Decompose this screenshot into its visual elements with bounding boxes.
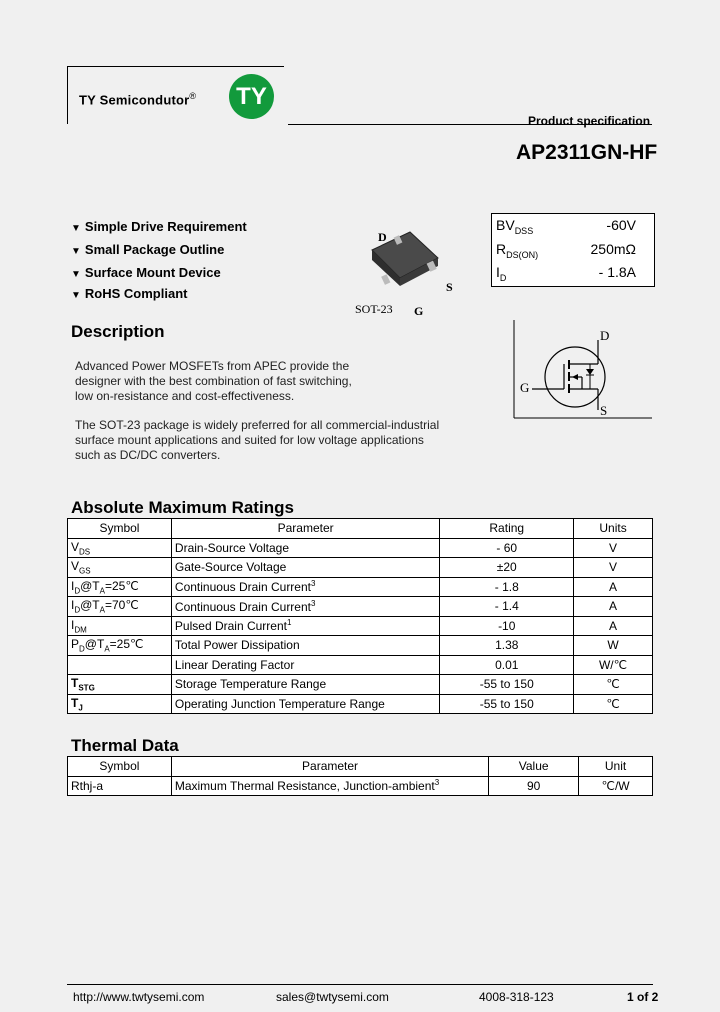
feature-text: Simple Drive Requirement	[84, 219, 247, 234]
rating-cell: ±20	[440, 558, 574, 578]
description-paragraph	[75, 418, 439, 463]
unit-cell: A	[574, 577, 653, 597]
parameter-cell: Drain-Source Voltage	[171, 538, 439, 558]
column-header: Symbol	[68, 519, 172, 539]
spec-symbol: $BV_{DSS}$	[496, 217, 534, 236]
table-row	[68, 577, 653, 597]
parameter-cell: Linear Derating Factor	[171, 655, 439, 675]
symbol-cell: $I_{DM}$	[68, 616, 172, 636]
unit-cell: V	[574, 538, 653, 558]
registered-mark: ®	[189, 91, 197, 101]
rating-cell: -10	[440, 616, 574, 636]
rating-cell: - 60	[440, 538, 574, 558]
symbol-cell: $I_D@T_A=25℃$	[68, 577, 172, 597]
column-header: Parameter	[171, 519, 439, 539]
feature-item	[71, 242, 224, 257]
parameter-cell: Storage Temperature Range	[171, 675, 439, 695]
symbol-cell: $V_{DS}$	[68, 538, 172, 558]
key-specs-box	[491, 213, 655, 287]
column-header: Rating	[440, 519, 574, 539]
gate-label: G	[520, 380, 530, 395]
feature-text: Small Package Outline	[84, 242, 225, 257]
pin-s-label: S	[446, 280, 453, 294]
spec-value: 250mΩ	[590, 241, 636, 257]
parameter-cell: Total Power Dissipation	[171, 636, 439, 656]
text-line: designer with the best combination of fast switching,	[75, 374, 352, 388]
pin-d-label: D	[378, 230, 387, 244]
thermal-table	[67, 756, 653, 796]
symbol-cell	[68, 655, 172, 675]
unit-cell: ℃/W	[579, 776, 653, 796]
unit-cell: V	[574, 558, 653, 578]
drain-label: D	[600, 328, 610, 343]
source-label: S	[600, 403, 608, 418]
unit-cell: ℃	[574, 694, 653, 714]
logo-text: TY	[236, 83, 267, 110]
footer-rule	[67, 984, 653, 985]
down-triangle-icon: ▼	[71, 269, 81, 280]
unit-cell: A	[574, 616, 653, 636]
rating-cell: 0.01	[440, 655, 574, 675]
mosfet-schematic	[512, 320, 657, 420]
value-cell: 90	[489, 776, 579, 796]
column-header: Value	[489, 757, 579, 777]
rating-cell: - 1.8	[440, 577, 574, 597]
feature-text: RoHS Compliant	[84, 286, 188, 301]
table-row	[68, 776, 653, 796]
unit-cell: A	[574, 597, 653, 617]
down-triangle-icon: ▼	[71, 290, 81, 301]
spec-symbol: $I_D$	[496, 264, 507, 283]
part-number: AP2311GN-HF	[516, 141, 658, 164]
description-paragraph	[75, 359, 352, 404]
parameter-cell: Operating Junction Temperature Range	[171, 694, 439, 714]
text-line: The SOT-23 package is widely preferred for all commercial-industrial	[75, 418, 440, 432]
header-rule-left	[67, 66, 68, 124]
footer-website-link[interactable]: http://www.twtysemi.com	[73, 990, 205, 1004]
column-header: Units	[574, 519, 653, 539]
parameter-cell: Maximum Thermal Resistance, Junction-ambient$^3$	[171, 776, 488, 796]
rating-cell: -55 to 150	[440, 675, 574, 695]
brand-name	[79, 91, 196, 107]
spec-value: -60V	[606, 217, 636, 233]
table-row	[68, 616, 653, 636]
feature-text: Surface Mount Device	[84, 265, 221, 280]
abs-max-table	[67, 518, 653, 714]
description-heading: Description	[71, 322, 165, 341]
table-row	[68, 675, 653, 695]
rating-cell: 1.38	[440, 636, 574, 656]
unit-cell: ℃	[574, 675, 653, 695]
table-row	[68, 694, 653, 714]
column-header: Symbol	[68, 757, 172, 777]
thermal-heading: Thermal Data	[71, 736, 179, 755]
pin-g-label: G	[414, 304, 424, 318]
table-row	[68, 597, 653, 617]
rating-cell: - 1.4	[440, 597, 574, 617]
table-row	[68, 636, 653, 656]
feature-item	[71, 265, 221, 280]
symbol-cell: $I_D@T_A=70℃$	[68, 597, 172, 617]
parameter-cell: Continuous Drain Current$^3$	[171, 597, 439, 617]
symbol-cell: $V_{GS}$	[68, 558, 172, 578]
spec-value: - 1.8A	[598, 264, 636, 280]
text-line: low on-resistance and cost-effectiveness.	[75, 389, 295, 403]
page-number: 1 of 2	[627, 990, 659, 1004]
feature-item	[71, 219, 247, 234]
ty-logo	[229, 74, 274, 119]
symbol-cell: $T_{STG}$	[68, 675, 172, 695]
symbol-cell: $T_J$	[68, 694, 172, 714]
column-header: Parameter	[171, 757, 488, 777]
footer-phone: 4008-318-123	[479, 990, 554, 1004]
header-rule-top	[67, 66, 284, 67]
table-row	[68, 655, 653, 675]
parameter-cell: Continuous Drain Current$^3$	[171, 577, 439, 597]
brand-text: TY Semicondutor	[79, 92, 190, 108]
unit-cell: W	[574, 636, 653, 656]
text-line: Advanced Power MOSFETs from APEC provide the	[75, 359, 350, 373]
sot23-package-drawing	[350, 220, 470, 320]
symbol-cell: $P_D@T_A=25℃$	[68, 636, 172, 656]
table-header-row	[68, 757, 653, 777]
table-row	[68, 538, 653, 558]
table-header-row	[68, 519, 653, 539]
text-line: such as DC/DC converters.	[75, 448, 221, 462]
parameter-cell: Gate-Source Voltage	[171, 558, 439, 578]
table-row	[68, 558, 653, 578]
unit-cell: W/℃	[574, 655, 653, 675]
parameter-cell: Pulsed Drain Current$^1$	[171, 616, 439, 636]
abs-max-heading: Absolute Maximum Ratings	[71, 498, 294, 517]
column-header: Unit	[579, 757, 653, 777]
product-specification-label: Product specification	[528, 114, 651, 128]
package-label: SOT-23	[355, 302, 393, 316]
spec-symbol: $R_{DS(ON)}$	[496, 241, 539, 260]
rating-cell: -55 to 150	[440, 694, 574, 714]
symbol-cell: Rthj-a	[68, 776, 172, 796]
feature-item	[71, 286, 187, 301]
text-line: surface mount applications and suited for low voltage applications	[75, 433, 424, 447]
down-triangle-icon: ▼	[71, 246, 81, 257]
down-triangle-icon: ▼	[71, 223, 81, 234]
footer-email-link[interactable]: sales@twtysemi.com	[276, 990, 389, 1004]
